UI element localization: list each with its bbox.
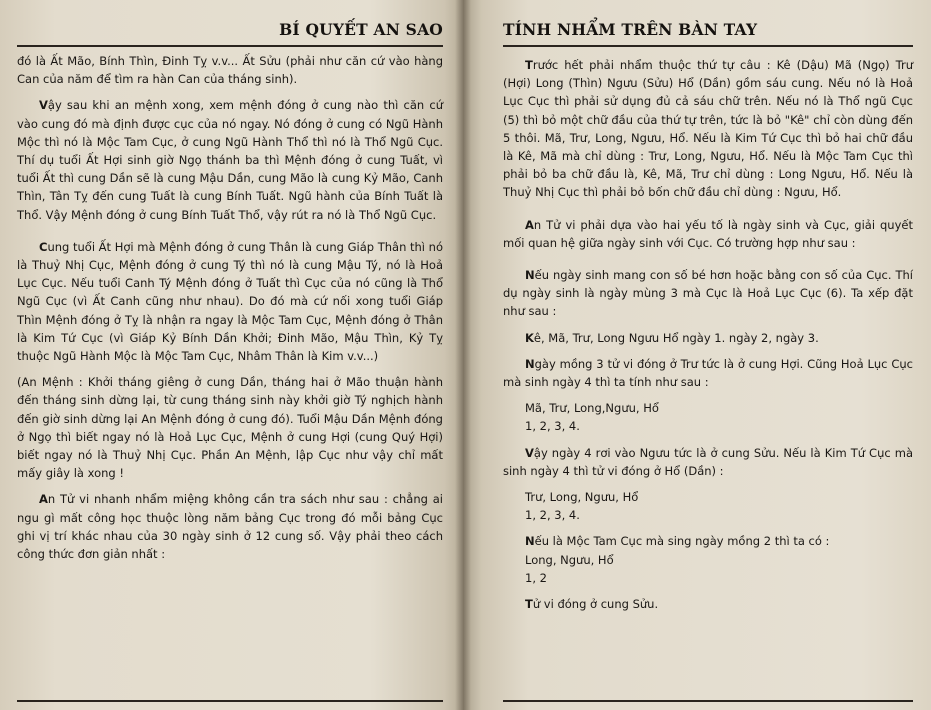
book-gutter (455, 0, 471, 710)
left-paragraph-2: Vậy sau khi an mệnh xong, xem mệnh đóng ở cung nào thì căn cứ vào cung đó mà định được cục của nó ngay. Nó đóng ở cung có Ngũ Hành Mộc thì nó là Mộc Tam Cục, ở cung Ngũ Hành Thổ thì nó là Thổ Ngũ Cục. Thí dụ tuổi Ất Hợi sinh giờ Ngọ thánh ba thì Mệnh đóng ở cung Tuất, vì tuổi Ất thì cung Dần sẽ là cung Mậu Dần, cung Mão là cung Kỷ Mão, Canh Thìn, Tân Tỵ đến cung Tuất là cung Bính Tuất. Ngũ hành của Bính Tuất là Thổ. Vậy Mệnh đóng ở cung Bính Tuất Thổ, vậy rút ra nó là Thổ Ngũ Cục. (17, 98, 443, 222)
right-paragraph-7: Nếu là Mộc Tam Cục mà sing ngày mồng 2 thì ta có : (525, 534, 830, 549)
right-list-1-numbers: 1, 2, 3, 4. (525, 419, 580, 434)
right-paragraph-4: Kê, Mã, Trư, Long Ngưu Hổ ngày 1. ngày 2, ngày 3. (525, 330, 819, 345)
right-page-body (503, 52, 913, 613)
left-paragraph-3: Cung tuổi Ất Hợi mà Mệnh đóng ở cung Thân là cung Giáp Thân thì nó là Thuỷ Nhị Cục, Mệnh đóng ở cung Tý thì nó là cung Mậu Tý, nó là Hoả Lục Cục. Nếu tuổi Canh Tý Mệnh đóng ở Tuất thì Cục của nó cũng là Thổ Ngũ Cục (vì Ất Canh cũng như nhau). Do đó mà cứ nối xong tuổi Giáp Thìn Mệnh đóng ở Tỵ là nhận ra ngay là Mộc Tam Cục, Mệnh đóng ở Thân là Kim Tứ Cục (vì Giáp Kỷ Bính Dần Khởi; Đinh Mão, Mậu Thìn, Kỷ Tỵ thuộc Ngũ Hành Mộc là Mộc Tam Cục, Nhâm Thân là Kim v.v...) (17, 239, 443, 364)
right-paragraph-2: An Tử vi phải dựa vào hai yếu tố là ngày sinh và Cục, giải quyết mối quan hệ giữa ngày sinh với Cục. Có trường hợp như sau : (503, 217, 913, 250)
left-page-header: BÍ QUYẾT AN SAO (279, 20, 443, 39)
right-list-3-numbers: 1, 2 (525, 570, 547, 585)
left-paragraph-4: (An Mệnh : Khởi tháng giêng ở cung Dần, tháng hai ở Mão thuận hành đến tháng sinh dừng lại, từ cung tháng sinh này khởi giờ Tý nghịch hành đến giờ sinh dừng lại An Mệnh đóng ở cung đó). Tuổi Mậu Dần Mệnh đóng ở Ngọ thì biết ngay nó là Hoả Lục Cục, Mệnh ở cung Hợi (cung Quý Hợi) biết ngay nó là Thuỷ Nhị Cục. Phần An Mệnh, lập Cục như vậy chỉ mất mấy giây là xong ! (17, 375, 443, 481)
right-list-2-numbers: 1, 2, 3, 4. (525, 508, 580, 523)
right-list-2-names: Trư, Long, Ngưu, Hổ (525, 490, 639, 505)
left-page-body (17, 52, 443, 563)
right-page (463, 0, 931, 710)
right-list-1-names: Mã, Trư, Long,Ngưu, Hổ (525, 401, 659, 416)
left-header-rule (17, 45, 443, 47)
left-page (0, 0, 463, 710)
right-paragraph-5: Ngày mồng 3 tử vi đóng ở Trư tức là ở cung Hợi. Cũng Hoả Lục Cục mà sinh ngày 4 thì ta tính như sau : (503, 356, 913, 390)
right-paragraph-6: Vậy ngày 4 rơi vào Ngưu tức là ở cung Sửu. Nếu là Kim Tứ Cục mà sinh ngày 4 thì tử vi đóng ở Hổ (Dần) : (503, 445, 913, 478)
left-paragraph-5: An Tử vi nhanh nhẩm miệng không cần tra sách như sau : chẳng ai ngu gì mất công học thuộc lòng năm bảng Cục trong đó mỗi bảng Cục ghi vị trí khác nhau của 30 ngày sinh ở 12 cung số. Vậy phải theo cách công thức đơn giản nhất : (17, 492, 443, 562)
right-paragraph-1: Trước hết phải nhẩm thuộc thứ tự câu : Kê (Dậu) Mã (Ngọ) Trư (Hợi) Long (Thìn) Ngưu (Sửu) Hổ (Dần) gồm sáu cung. Nếu nó là Hoả Lục Cục thì phải sử dụng đủ cả sáu chữ trên. Nếu nó là Thổ ngũ Cục (5) thì bỏ một chữ đầu của thứ tự trên, tức là bỏ "Kê" chỉ còn dùng đến 5 thôi. Mã, Trư, Long, Ngưu, Hổ. Nếu là Kim Tứ Cục thì bỏ hai chữ đầu là Kê, Mã mà chỉ dùng : Trư, Long, Ngưu, Hổ. Nếu là Mộc Tam Cục thì phải bỏ ba chữ đầu là, Kê, Mã, Trư chỉ dùng : Long Ngưu, Hổ. Nếu là Thuỷ Nhị Cục thì phải bỏ bốn chữ đầu chỉ dùng : Ngưu, Hổ. (503, 58, 913, 200)
right-header-rule (503, 45, 913, 47)
right-list-3-names: Long, Ngưu, Hổ (525, 552, 614, 567)
right-paragraph-3: Nếu ngày sinh mang con số bé hơn hoặc bằng con số của Cục. Thí dụ ngày sinh là ngày mùng 3 mà Cục là Hoả Lục Cục (6). Ta xếp đặt như sau : (503, 268, 913, 319)
left-footer-rule (17, 700, 443, 702)
left-paragraph-1: đó là Ất Mão, Bính Thìn, Đinh Tỵ v.v... Ất Sửu (phải như căn cứ vào hàng Can của năm để tìm ra hàn Can của tháng sinh). (17, 54, 443, 87)
right-footer-rule (503, 700, 913, 702)
right-paragraph-8: Tử vi đóng ở cung Sửu. (525, 597, 659, 612)
right-page-header: TÍNH NHẨM TRÊN BÀN TAY (503, 20, 758, 39)
